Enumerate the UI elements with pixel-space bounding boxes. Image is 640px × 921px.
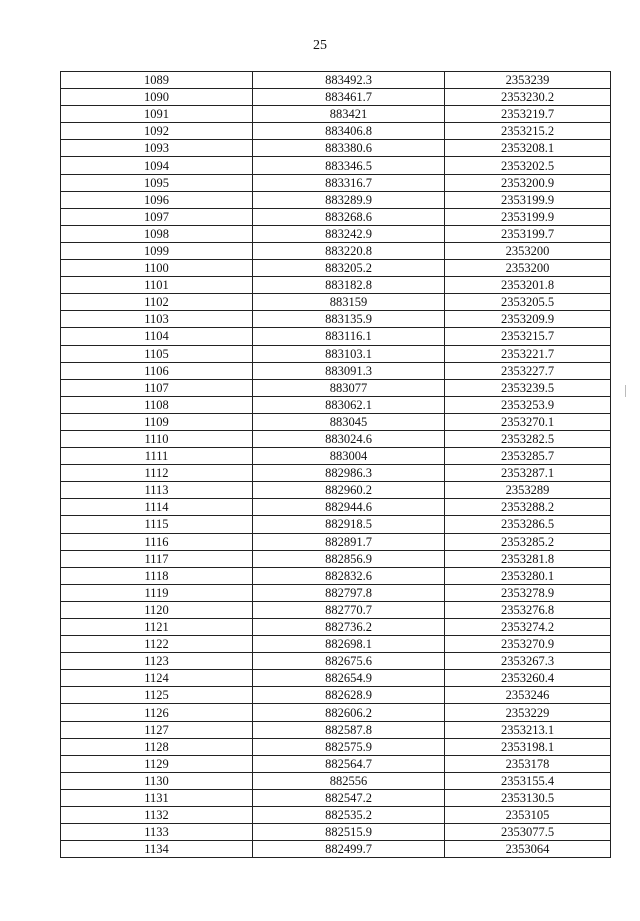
y-coordinate-cell: 2353286.5 — [445, 516, 611, 533]
y-coordinate-cell: 2353246 — [445, 687, 611, 704]
y-coordinate-cell: 2353219.7 — [445, 106, 611, 123]
x-coordinate-cell: 883024.6 — [253, 430, 445, 447]
table-row — [61, 601, 611, 618]
table-row — [61, 362, 611, 379]
y-coordinate-cell: 2353253.9 — [445, 396, 611, 413]
x-coordinate-cell: 883316.7 — [253, 174, 445, 191]
x-coordinate-cell: 882654.9 — [253, 670, 445, 687]
point-number-cell: 1117 — [61, 550, 253, 567]
y-coordinate-cell: 2353205.5 — [445, 294, 611, 311]
point-number-cell: 1131 — [61, 789, 253, 806]
x-coordinate-cell: 882556 — [253, 772, 445, 789]
x-coordinate-cell: 882832.6 — [253, 567, 445, 584]
x-coordinate-cell: 882547.2 — [253, 789, 445, 806]
table-row — [61, 789, 611, 806]
point-number-cell: 1113 — [61, 482, 253, 499]
point-number-cell: 1129 — [61, 755, 253, 772]
y-coordinate-cell: 2353215.2 — [445, 123, 611, 140]
point-number-cell: 1120 — [61, 601, 253, 618]
point-number-cell: 1106 — [61, 362, 253, 379]
y-coordinate-cell: 2353215.7 — [445, 328, 611, 345]
x-coordinate-cell: 882698.1 — [253, 636, 445, 653]
point-number-cell: 1110 — [61, 430, 253, 447]
table-row — [61, 277, 611, 294]
point-number-cell: 1127 — [61, 721, 253, 738]
x-coordinate-cell: 882675.6 — [253, 653, 445, 670]
table-row — [61, 430, 611, 447]
table-row — [61, 448, 611, 465]
point-number-cell: 1111 — [61, 448, 253, 465]
x-coordinate-cell: 882499.7 — [253, 841, 445, 858]
table-row — [61, 653, 611, 670]
y-coordinate-cell: 2353260.4 — [445, 670, 611, 687]
point-number-cell: 1097 — [61, 208, 253, 225]
point-number-cell: 1132 — [61, 807, 253, 824]
y-coordinate-cell: 2353209.9 — [445, 311, 611, 328]
point-number-cell: 1100 — [61, 260, 253, 277]
x-coordinate-cell: 883159 — [253, 294, 445, 311]
point-number-cell: 1107 — [61, 379, 253, 396]
point-number-cell: 1093 — [61, 140, 253, 157]
x-coordinate-cell: 882960.2 — [253, 482, 445, 499]
table-row — [61, 670, 611, 687]
table-body — [61, 72, 611, 858]
x-coordinate-cell: 882736.2 — [253, 619, 445, 636]
table-row — [61, 567, 611, 584]
x-coordinate-cell: 883380.6 — [253, 140, 445, 157]
y-coordinate-cell: 2353213.1 — [445, 721, 611, 738]
y-coordinate-cell: 2353267.3 — [445, 653, 611, 670]
point-number-cell: 1095 — [61, 174, 253, 191]
point-number-cell: 1090 — [61, 89, 253, 106]
x-coordinate-cell: 883077 — [253, 379, 445, 396]
y-coordinate-cell: 2353198.1 — [445, 738, 611, 755]
coordinates-table-container — [60, 71, 610, 858]
x-coordinate-cell: 882515.9 — [253, 824, 445, 841]
point-number-cell: 1122 — [61, 636, 253, 653]
y-coordinate-cell: 2353199.7 — [445, 225, 611, 242]
y-coordinate-cell: 2353285.7 — [445, 448, 611, 465]
x-coordinate-cell: 882797.8 — [253, 584, 445, 601]
x-coordinate-cell: 883220.8 — [253, 242, 445, 259]
table-row — [61, 465, 611, 482]
y-coordinate-cell: 2353064 — [445, 841, 611, 858]
point-number-cell: 1102 — [61, 294, 253, 311]
x-coordinate-cell: 882535.2 — [253, 807, 445, 824]
x-coordinate-cell: 882856.9 — [253, 550, 445, 567]
table-row — [61, 636, 611, 653]
table-row — [61, 260, 611, 277]
x-coordinate-cell: 882944.6 — [253, 499, 445, 516]
table-row — [61, 687, 611, 704]
y-coordinate-cell: 2353227.7 — [445, 362, 611, 379]
table-row — [61, 379, 611, 396]
y-coordinate-cell: 2353281.8 — [445, 550, 611, 567]
point-number-cell: 1133 — [61, 824, 253, 841]
point-number-cell: 1101 — [61, 277, 253, 294]
y-coordinate-cell: 2353201.8 — [445, 277, 611, 294]
point-number-cell: 1094 — [61, 157, 253, 174]
table-row — [61, 123, 611, 140]
y-coordinate-cell: 2353229 — [445, 704, 611, 721]
x-coordinate-cell: 882986.3 — [253, 465, 445, 482]
x-coordinate-cell: 882575.9 — [253, 738, 445, 755]
x-coordinate-cell: 883289.9 — [253, 191, 445, 208]
y-coordinate-cell: 2353221.7 — [445, 345, 611, 362]
point-number-cell: 1118 — [61, 567, 253, 584]
point-number-cell: 1121 — [61, 619, 253, 636]
y-coordinate-cell: 2353230.2 — [445, 89, 611, 106]
x-coordinate-cell: 883091.3 — [253, 362, 445, 379]
y-coordinate-cell: 2353280.1 — [445, 567, 611, 584]
x-coordinate-cell: 882891.7 — [253, 533, 445, 550]
y-coordinate-cell: 2353202.5 — [445, 157, 611, 174]
table-row — [61, 533, 611, 550]
y-coordinate-cell: 2353289 — [445, 482, 611, 499]
point-number-cell: 1119 — [61, 584, 253, 601]
x-coordinate-cell: 883492.3 — [253, 72, 445, 89]
table-row — [61, 704, 611, 721]
x-coordinate-cell: 883461.7 — [253, 89, 445, 106]
point-number-cell: 1126 — [61, 704, 253, 721]
point-number-cell: 1130 — [61, 772, 253, 789]
x-coordinate-cell: 883242.9 — [253, 225, 445, 242]
x-coordinate-cell: 883205.2 — [253, 260, 445, 277]
point-number-cell: 1115 — [61, 516, 253, 533]
point-number-cell: 1125 — [61, 687, 253, 704]
y-coordinate-cell: 2353239 — [445, 72, 611, 89]
point-number-cell: 1124 — [61, 670, 253, 687]
y-coordinate-cell: 2353105 — [445, 807, 611, 824]
point-number-cell: 1089 — [61, 72, 253, 89]
y-coordinate-cell: 2353200.9 — [445, 174, 611, 191]
table-row — [61, 824, 611, 841]
x-coordinate-cell: 883062.1 — [253, 396, 445, 413]
point-number-cell: 1128 — [61, 738, 253, 755]
table-row — [61, 807, 611, 824]
x-coordinate-cell: 882918.5 — [253, 516, 445, 533]
table-row — [61, 140, 611, 157]
table-row — [61, 755, 611, 772]
page-number: 25 — [313, 38, 327, 53]
point-number-cell: 1098 — [61, 225, 253, 242]
y-coordinate-cell: 2353270.9 — [445, 636, 611, 653]
table-row — [61, 72, 611, 89]
point-number-cell: 1096 — [61, 191, 253, 208]
scan-artifact — [625, 385, 626, 397]
table-row — [61, 584, 611, 601]
y-coordinate-cell: 2353287.1 — [445, 465, 611, 482]
x-coordinate-cell: 882628.9 — [253, 687, 445, 704]
x-coordinate-cell: 883103.1 — [253, 345, 445, 362]
point-number-cell: 1108 — [61, 396, 253, 413]
point-number-cell: 1099 — [61, 242, 253, 259]
table-row — [61, 89, 611, 106]
y-coordinate-cell: 2353178 — [445, 755, 611, 772]
point-number-cell: 1103 — [61, 311, 253, 328]
table-row — [61, 499, 611, 516]
y-coordinate-cell: 2353199.9 — [445, 208, 611, 225]
x-coordinate-cell: 883268.6 — [253, 208, 445, 225]
x-coordinate-cell: 882606.2 — [253, 704, 445, 721]
coordinates-table — [60, 71, 611, 858]
y-coordinate-cell: 2353200 — [445, 242, 611, 259]
table-row — [61, 516, 611, 533]
table-row — [61, 772, 611, 789]
y-coordinate-cell: 2353208.1 — [445, 140, 611, 157]
table-row — [61, 550, 611, 567]
y-coordinate-cell: 2353282.5 — [445, 430, 611, 447]
y-coordinate-cell: 2353239.5 — [445, 379, 611, 396]
x-coordinate-cell: 883135.9 — [253, 311, 445, 328]
table-row — [61, 482, 611, 499]
point-number-cell: 1091 — [61, 106, 253, 123]
y-coordinate-cell: 2353278.9 — [445, 584, 611, 601]
x-coordinate-cell: 883182.8 — [253, 277, 445, 294]
table-row — [61, 738, 611, 755]
table-row — [61, 396, 611, 413]
point-number-cell: 1105 — [61, 345, 253, 362]
point-number-cell: 1109 — [61, 413, 253, 430]
y-coordinate-cell: 2353276.8 — [445, 601, 611, 618]
table-row — [61, 311, 611, 328]
point-number-cell: 1134 — [61, 841, 253, 858]
x-coordinate-cell: 883045 — [253, 413, 445, 430]
y-coordinate-cell: 2353077.5 — [445, 824, 611, 841]
x-coordinate-cell: 882770.7 — [253, 601, 445, 618]
x-coordinate-cell: 883116.1 — [253, 328, 445, 345]
y-coordinate-cell: 2353270.1 — [445, 413, 611, 430]
table-row — [61, 106, 611, 123]
table-row — [61, 345, 611, 362]
x-coordinate-cell: 883004 — [253, 448, 445, 465]
y-coordinate-cell: 2353274.2 — [445, 619, 611, 636]
point-number-cell: 1123 — [61, 653, 253, 670]
x-coordinate-cell: 883346.5 — [253, 157, 445, 174]
point-number-cell: 1116 — [61, 533, 253, 550]
x-coordinate-cell: 882564.7 — [253, 755, 445, 772]
y-coordinate-cell: 2353285.2 — [445, 533, 611, 550]
y-coordinate-cell: 2353200 — [445, 260, 611, 277]
y-coordinate-cell: 2353288.2 — [445, 499, 611, 516]
table-row — [61, 413, 611, 430]
y-coordinate-cell: 2353130.5 — [445, 789, 611, 806]
y-coordinate-cell: 2353155.4 — [445, 772, 611, 789]
table-row — [61, 841, 611, 858]
point-number-cell: 1104 — [61, 328, 253, 345]
x-coordinate-cell: 883421 — [253, 106, 445, 123]
table-row — [61, 242, 611, 259]
point-number-cell: 1112 — [61, 465, 253, 482]
table-row — [61, 157, 611, 174]
table-row — [61, 294, 611, 311]
point-number-cell: 1114 — [61, 499, 253, 516]
table-row — [61, 174, 611, 191]
table-row — [61, 328, 611, 345]
x-coordinate-cell: 882587.8 — [253, 721, 445, 738]
x-coordinate-cell: 883406.8 — [253, 123, 445, 140]
y-coordinate-cell: 2353199.9 — [445, 191, 611, 208]
table-row — [61, 191, 611, 208]
table-row — [61, 619, 611, 636]
point-number-cell: 1092 — [61, 123, 253, 140]
table-row — [61, 721, 611, 738]
table-row — [61, 225, 611, 242]
table-row — [61, 208, 611, 225]
